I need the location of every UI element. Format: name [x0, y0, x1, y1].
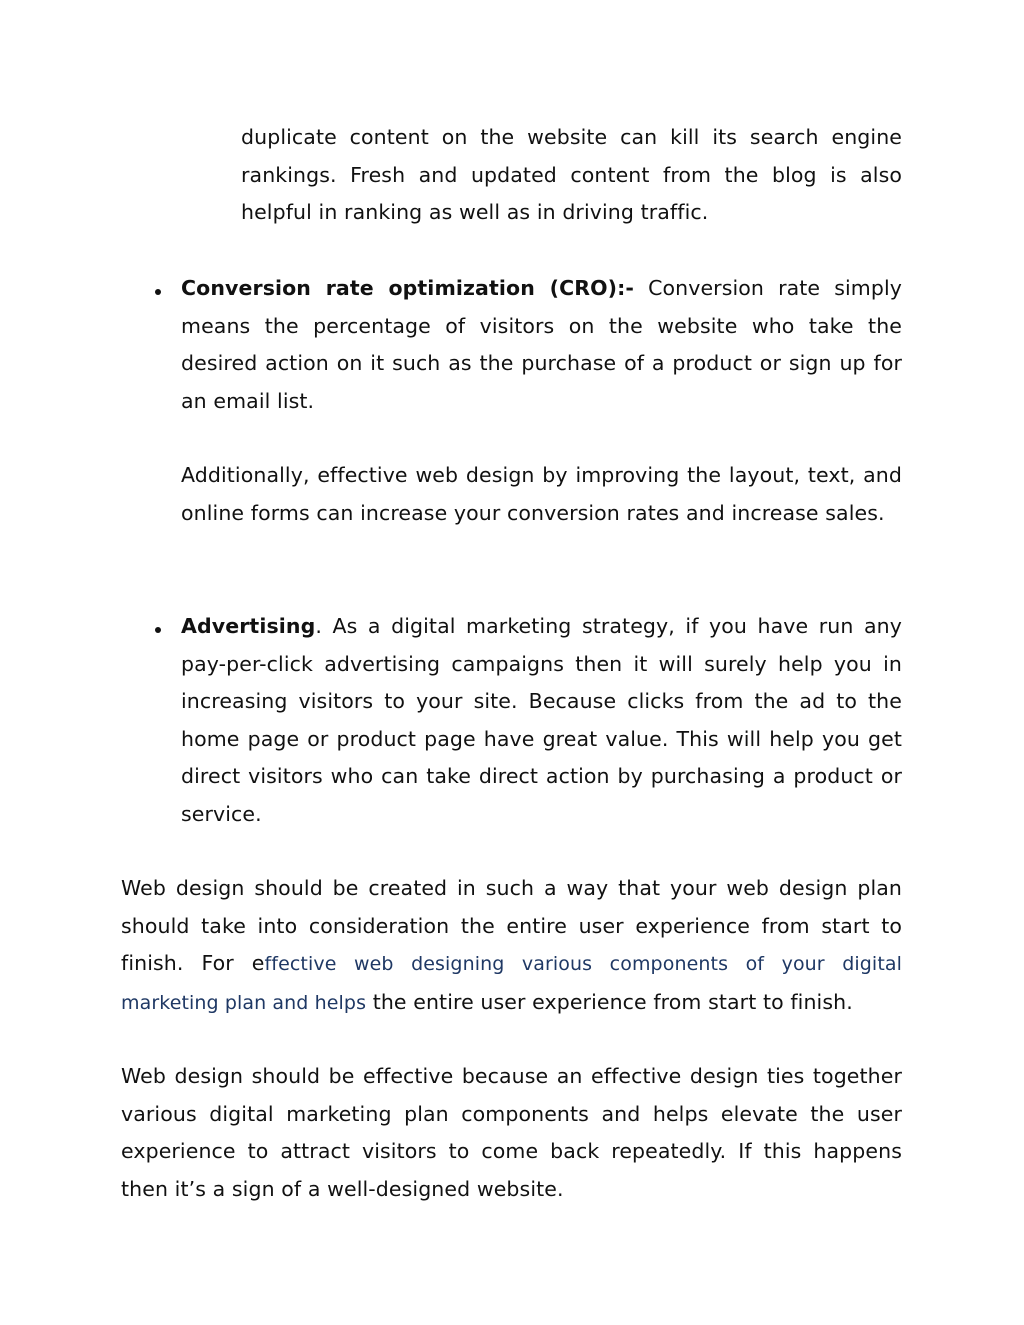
paragraph-text: the entire user experience from start to finish. — [366, 989, 853, 1014]
list-item-heading: Advertising — [181, 614, 316, 638]
paragraph-text: Web design should be created in such a way that your web design plan should take into consideration the entire user experience from start to finish. For e — [121, 876, 902, 975]
list-item-body: Conversion rate simply means the percentage of visitors on the website who take the desired action on it such as the purchase of a product or sign up for an email list. — [181, 276, 902, 413]
highlighted-link-text[interactable]: ffective web designing various components of your digital marketing plan and helps — [121, 953, 902, 1014]
list-item-body: . As a digital marketing strategy, if you have run any pay-per-click advertising campaigns then it will surely help you in increasing visitors to your site. Because clicks from the ad to the home page or product page have great value. This will help you get direct visitors who can take direct action by purchasing a product or service. — [181, 614, 902, 826]
list-item-cro-extra: Additionally, effective web design by improving the layout, text, and online forms can increase your conversion rates and increase sales. — [181, 463, 902, 525]
bullet-icon — [152, 624, 166, 638]
bullet-icon — [152, 286, 166, 300]
body-paragraph-effective-design: Web design should be effective because an effective design ties together various digital marketing plan components and helps elevate the user experience to attract visitors to come back repeatedly. If this happens then it’s a sign of a well-designed website. — [121, 1064, 902, 1201]
body-paragraph-web-design-plan — [121, 870, 902, 1022]
list-item-heading: Conversion rate optimization (CRO):- — [181, 276, 634, 300]
list-item-cro — [181, 270, 902, 420]
continuation-paragraph: duplicate content on the website can kill its search engine rankings. Fresh and updated content from the blog is also helpful in ranking as well as in driving traffic. — [241, 125, 902, 224]
list-item-advertising — [181, 608, 902, 833]
